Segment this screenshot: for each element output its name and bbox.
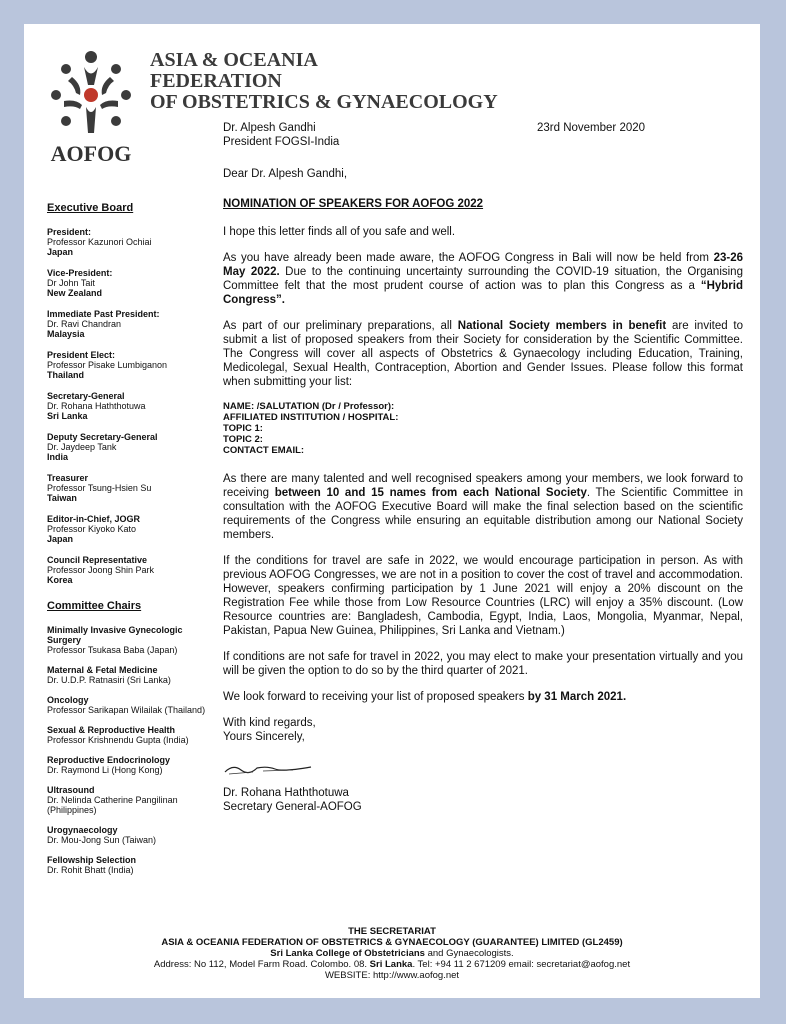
committee-name: Minimally Invasive Gynecologic Surgery	[47, 625, 183, 645]
board-role: President Elect:	[47, 350, 116, 360]
sidebar	[47, 203, 217, 885]
letter-subject: NOMINATION OF SPEAKERS FOR AOFOG 2022	[223, 198, 484, 210]
signature-icon	[223, 758, 313, 778]
chair-name: Dr. Mou-Jong Sun (Taiwan)	[47, 835, 157, 845]
board-member	[47, 432, 217, 462]
board-role: Vice-President:	[47, 268, 113, 278]
signer-title: Secretary General-AOFOG	[223, 801, 362, 813]
recipient-name: Dr. Alpesh Gandhi	[223, 122, 316, 134]
chair-name: Dr. Raymond Li (Hong Kong)	[47, 765, 163, 775]
aofog-emblem-icon	[46, 45, 136, 165]
committee-chair	[47, 625, 217, 655]
board-name: Professor Kazunori Ochiai	[47, 237, 152, 247]
committee-name: Sexual & Reproductive Health	[47, 725, 176, 735]
closing-sincerely: Yours Sincerely,	[223, 731, 305, 743]
chair-name: Professor Tsukasa Baba (Japan)	[47, 645, 178, 655]
chair-name: Dr. U.D.P. Ratnasiri (Sri Lanka)	[47, 675, 171, 685]
committee-chair	[47, 725, 217, 745]
signer-name: Dr. Rohana Haththotuwa	[223, 787, 349, 799]
paragraph-3: As part of our preliminary preparations, all National Society members in benefit are invited to submit a list of proposed speakers from their Society for consideration by the Scientific Committee. The Congress will cover all aspects of Obstetrics & Gynaecology including Education, Training, Medicolegal, Sexual Health, Contraception, Abortion and Gender Issues. Please follow this format when submitting your list:	[223, 320, 743, 388]
footer-address: Address: No 112, Model Farm Road. Colombo. 08. Sri Lanka. Tel: +94 11 2 671209 email: secretariat@aofog.net	[153, 959, 631, 970]
board-country: Japan	[47, 534, 74, 544]
chair-name: Professor Sarikapan Wilailak (Thailand)	[47, 705, 206, 715]
board-country: Thailand	[47, 370, 85, 380]
footer	[24, 926, 760, 981]
board-member	[47, 473, 217, 503]
format-line: TOPIC 1:	[223, 423, 263, 434]
board-role: Immediate Past President:	[47, 309, 160, 319]
board-country: Malaysia	[47, 329, 85, 339]
board-member	[47, 309, 217, 339]
footer-secretariat: THE SECRETARIAT	[348, 926, 436, 937]
board-role: President:	[47, 227, 92, 237]
committee-chairs-heading: Committee Chairs	[47, 600, 142, 612]
recipient-title: President FOGSI-India	[223, 136, 340, 148]
committee-chair	[47, 785, 217, 815]
board-member	[47, 514, 217, 544]
closing-regards: With kind regards,	[223, 717, 316, 729]
committee-chair	[47, 855, 217, 875]
letter-date: 23rd November 2020	[537, 122, 646, 134]
committee-chair	[47, 665, 217, 685]
chair-name: Dr. Nelinda Catherine Pangilinan (Philippines)	[47, 795, 178, 815]
logo-acronym: AOFOG	[50, 141, 132, 165]
committee-chairs-list	[47, 625, 217, 875]
committee-name: Maternal & Fetal Medicine	[47, 665, 158, 675]
paragraph-1: I hope this letter finds all of you safe and well.	[223, 226, 456, 238]
board-country: Korea	[47, 575, 73, 585]
board-member	[47, 555, 217, 585]
board-name: Professor Kiyoko Kato	[47, 524, 137, 534]
board-country: India	[47, 452, 69, 462]
board-member	[47, 227, 217, 257]
board-role: Secretary-General	[47, 391, 125, 401]
board-name: Professor Tsung-Hsien Su	[47, 483, 152, 493]
paragraph-6: If conditions are not safe for travel in 2022, you may elect to make your presentation virtually and you will be given the option to do so by the third quarter of 2021.	[223, 651, 743, 677]
submission-format	[223, 401, 743, 456]
committee-chair	[47, 825, 217, 845]
org-title-line3: OF OBSTETRICS & GYNAECOLOGY	[150, 91, 498, 113]
committee-name: Fellowship Selection	[47, 855, 137, 865]
executive-board-heading: Executive Board	[47, 202, 134, 214]
salutation: Dear Dr. Alpesh Gandhi,	[223, 168, 348, 180]
paragraph-4: As there are many talented and well recognised speakers among your members, we look forward to receiving between 10 and 15 names from each National Society. The Scientific Committee in consultation with the AOFOG Executive Board will make the final selection based on the scientific requirements of the Congress while ensuring an equitable distribution among our National Society members.	[223, 473, 744, 541]
letter-body	[223, 121, 743, 814]
org-title	[150, 50, 498, 113]
board-member	[47, 350, 217, 380]
board-country: Japan	[47, 247, 74, 257]
board-country: New Zealand	[47, 288, 103, 298]
chair-name: Dr. Rohit Bhatt (India)	[47, 865, 134, 875]
committee-name: Ultrasound	[47, 785, 95, 795]
board-role: Treasurer	[47, 473, 89, 483]
committee-chair	[47, 755, 217, 775]
board-name: Dr John Tait	[47, 278, 95, 288]
board-country: Sri Lanka	[47, 411, 88, 421]
board-name: Professor Joong Shin Park	[47, 565, 155, 575]
board-name: Professor Pisake Lumbiganon	[47, 360, 168, 370]
board-role: Deputy Secretary-General	[47, 432, 158, 442]
footer-college: Sri Lanka College of Obstetricians and Gynaecologists.	[270, 948, 514, 959]
format-line: CONTACT EMAIL:	[223, 445, 305, 456]
footer-company-name: ASIA & OCEANIA FEDERATION OF OBSTETRICS & GYNAECOLOGY (GUARANTEE) LIMITED (GL2459)	[161, 937, 623, 948]
recipient-block	[223, 121, 743, 153]
board-name: Dr. Jaydeep Tank	[47, 442, 117, 452]
org-title-line1: ASIA & OCEANIA	[150, 49, 318, 71]
executive-board-list	[47, 227, 217, 585]
committee-name: Reproductive Endocrinology	[47, 755, 171, 765]
committee-name: Oncology	[47, 695, 89, 705]
paragraph-5: If the conditions for travel are safe in 2022, we would encourage participation in person. As with previous AOFOG Congresses, we are not in a position to cover the cost of travel and accommodation. However, speakers confirming participation by 1 June 2021 will enjoy a 20% discount on the Registration Fee while those from Low Resource Countries (LRC) will enjoy a 35% discount. (Low Resource countries are: Bangladesh, Cambodia, Egypt, India, Laos, Mongolia, Myanmar, Nepal, Pakistan, Papua New Guinea, Philippines, Sri Lanka and Vietnam.)	[223, 555, 743, 637]
format-line: AFFILIATED INSTITUTION / HOSPITAL:	[223, 412, 399, 423]
board-country: Taiwan	[47, 493, 77, 503]
board-role: Council Representative	[47, 555, 148, 565]
board-name: Dr. Ravi Chandran	[47, 319, 122, 329]
board-name: Dr. Rohana Haththotuwa	[47, 401, 146, 411]
board-role: Editor-in-Chief, JOGR	[47, 514, 140, 524]
paragraph-7: We look forward to receiving your list of proposed speakers by 31 March 2021.	[223, 691, 627, 703]
chair-name: Professor Krishnendu Gupta (India)	[47, 735, 189, 745]
aofog-logo	[46, 45, 136, 165]
board-member	[47, 391, 217, 421]
format-line: NAME: /SALUTATION (Dr / Professor):	[223, 401, 395, 412]
footer-website: WEBSITE: http://www.aofog.net	[324, 970, 460, 981]
closing-block	[223, 716, 743, 814]
board-member	[47, 268, 217, 298]
paragraph-2: As you have already been made aware, the AOFOG Congress in Bali will now be held from 23-26 May 2022. Due to the continuing uncertainty surrounding the COVID-19 situation, the Organising Committee felt that the most prudent course of action was to plan this Congress as a “Hybrid Congress”.	[223, 252, 743, 306]
format-line: TOPIC 2:	[223, 434, 263, 445]
committee-chair	[47, 695, 217, 715]
org-title-line2: FEDERATION	[150, 70, 282, 92]
committee-name: Urogynaecology	[47, 825, 118, 835]
